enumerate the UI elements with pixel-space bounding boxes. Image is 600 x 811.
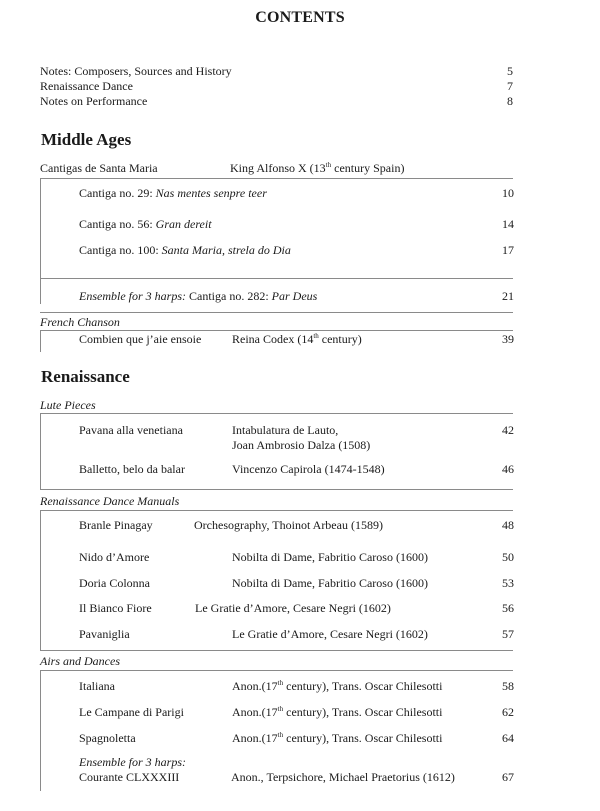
page-number: 39	[502, 332, 514, 346]
rule	[40, 330, 41, 352]
group-cantigas: Cantigas de Santa Maria	[40, 161, 158, 175]
toc-entry-campane: Le Campane di Parigi	[79, 705, 184, 719]
toc-entry-combien: Combien que j’aie ensoie	[79, 332, 202, 346]
page-number: 17	[502, 243, 514, 257]
rule	[40, 178, 41, 304]
toc-entry-nido: Nido d’Amore	[79, 550, 150, 564]
rule	[40, 278, 513, 279]
doria-source: Nobilta di Dame, Fabritio Caroso (1600)	[232, 576, 428, 590]
page-number: 7	[507, 79, 513, 93]
page-number: 58	[502, 679, 514, 693]
page-number: 57	[502, 627, 514, 641]
section-heading-renaissance: Renaissance	[41, 367, 130, 386]
page-number: 56	[502, 601, 514, 615]
rule	[40, 312, 513, 313]
page-number: 64	[502, 731, 514, 745]
toc-entry-cantiga-100: Cantiga no. 100: Santa Maria, strela do Dia	[79, 243, 291, 257]
toc-entry-branle: Branle Pinagay	[79, 518, 153, 532]
page-number: 42	[502, 423, 514, 437]
cantigas-source: King Alfonso X (13th century Spain)	[230, 161, 405, 175]
page-number: 46	[502, 462, 514, 476]
page-number: 50	[502, 550, 514, 564]
group-airs-dances: Airs and Dances	[40, 654, 120, 668]
toc-entry-bianco-fiore: Il Bianco Fiore	[79, 601, 152, 615]
page-number: 5	[507, 64, 513, 78]
courante-source: Anon., Terpsichore, Michael Praetorius (1612)	[231, 770, 455, 784]
chanson-source: Reina Codex (14th century)	[232, 332, 362, 346]
balletto-source: Vincenzo Capirola (1474-1548)	[232, 462, 385, 476]
page-title: CONTENTS	[255, 9, 345, 26]
toc-entry-spagnoletta: Spagnoletta	[79, 731, 136, 745]
toc-entry-italiana: Italiana	[79, 679, 115, 693]
rule	[40, 489, 513, 490]
rule	[40, 650, 513, 651]
ensemble-label: Ensemble for 3 harps:	[79, 755, 186, 769]
campane-source: Anon.(17th century), Trans. Oscar Chilesotti	[232, 705, 443, 719]
rule	[40, 178, 513, 179]
nido-source: Nobilta di Dame, Fabritio Caroso (1600)	[232, 550, 428, 564]
toc-entry-notes-composers: Notes: Composers, Sources and History	[40, 64, 232, 78]
rule	[40, 670, 513, 671]
rule	[40, 413, 41, 489]
branle-source: Orchesography, Thoinot Arbeau (1589)	[194, 518, 383, 532]
page-number: 53	[502, 576, 514, 590]
toc-entry-cantiga-29: Cantiga no. 29: Nas mentes senpre teer	[79, 186, 267, 200]
pavana-source-line-1: Intabulatura de Lauto,	[232, 423, 339, 437]
toc-entry-renaissance-dance: Renaissance Dance	[40, 79, 133, 93]
rule	[40, 510, 41, 650]
toc-entry-balletto: Balletto, belo da balar	[79, 462, 185, 476]
page-number: 14	[502, 217, 514, 231]
page-number: 10	[502, 186, 514, 200]
section-heading-middle-ages: Middle Ages	[41, 130, 132, 149]
toc-entry-doria: Doria Colonna	[79, 576, 150, 590]
toc-entry-notes-performance: Notes on Performance	[40, 94, 148, 108]
pavana-source-line-2: Joan Ambrosio Dalza (1508)	[232, 438, 371, 452]
page-number: 21	[502, 289, 514, 303]
group-dance-manuals: Renaissance Dance Manuals	[40, 494, 180, 508]
rule	[40, 670, 41, 791]
page-number: 62	[502, 705, 514, 719]
group-lute-pieces: Lute Pieces	[40, 398, 96, 412]
spagnoletta-source: Anon.(17th century), Trans. Oscar Chilesotti	[232, 731, 443, 745]
toc-entry-cantiga-56: Cantiga no. 56: Gran dereit	[79, 217, 212, 231]
group-french-chanson: French Chanson	[40, 315, 120, 329]
page-number: 67	[502, 770, 514, 784]
italiana-source: Anon.(17th century), Trans. Oscar Chilesotti	[232, 679, 443, 693]
rule	[40, 330, 513, 331]
page-number: 48	[502, 518, 514, 532]
rule	[40, 413, 513, 414]
bianco-source: Le Gratie d’Amore, Cesare Negri (1602)	[195, 601, 391, 615]
toc-entry-cantiga-282: Ensemble for 3 harps: Cantiga no. 282: Par Deus	[79, 289, 318, 303]
pavaniglia-source: Le Gratie d’Amore, Cesare Negri (1602)	[232, 627, 428, 641]
toc-entry-pavana: Pavana alla venetiana	[79, 423, 183, 437]
page-number: 8	[507, 94, 513, 108]
toc-entry-courante: Courante CLXXXIII	[79, 770, 180, 784]
toc-entry-pavaniglia: Pavaniglia	[79, 627, 130, 641]
rule	[40, 510, 513, 511]
